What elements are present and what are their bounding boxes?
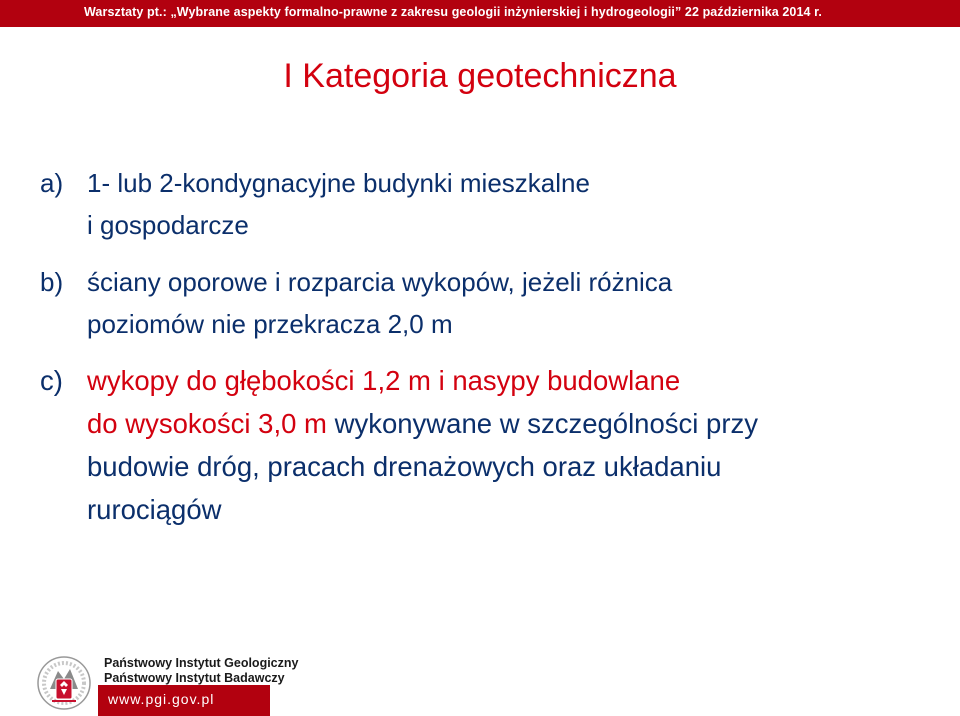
list-item-label: c) [40,365,63,396]
institute-name: Państwowy Instytut Geologiczny [104,656,299,670]
header-banner-text: Warsztaty pt.: „Wybrane aspekty formalno-prawne z zakresu geologii inżynierskiej i hydrogeologii” 22 października 2014 r. [84,5,823,19]
pgi-logo-icon [36,655,92,711]
list-item-text-line: ściany oporowe i rozparcia wykopów, jeżeli różnica [87,267,673,297]
list-item-text-line: poziomów nie przekracza 2,0 m [87,309,453,339]
list-item-text-line: wykopy do głębokości 1,2 m i nasypy budowlane [87,365,681,396]
footer-url-bar [98,685,270,716]
list-item-text-line: rurociągów [87,494,222,525]
slide-title: I Kategoria geotechniczna [283,57,677,95]
plain-text: wykonywane w szczególności przy [326,408,758,439]
list-item-label: b) [40,267,64,297]
institute-subtitle: Państwowy Instytut Badawczy [104,671,285,685]
list-item-text-line: i gospodarcze [87,210,249,240]
header-banner [0,0,960,27]
website-link[interactable]: www.pgi.gov.pl [108,691,215,707]
list-item-text-line [87,403,758,445]
list-item-label: a) [40,168,64,198]
list-item-text-line: budowie dróg, pracach drenażowych oraz układaniu [87,451,722,482]
highlighted-text: do wysokości 3,0 m [87,408,327,439]
list-item-text-line: 1- lub 2-kondygnacyjne budynki mieszkalne [87,168,590,198]
